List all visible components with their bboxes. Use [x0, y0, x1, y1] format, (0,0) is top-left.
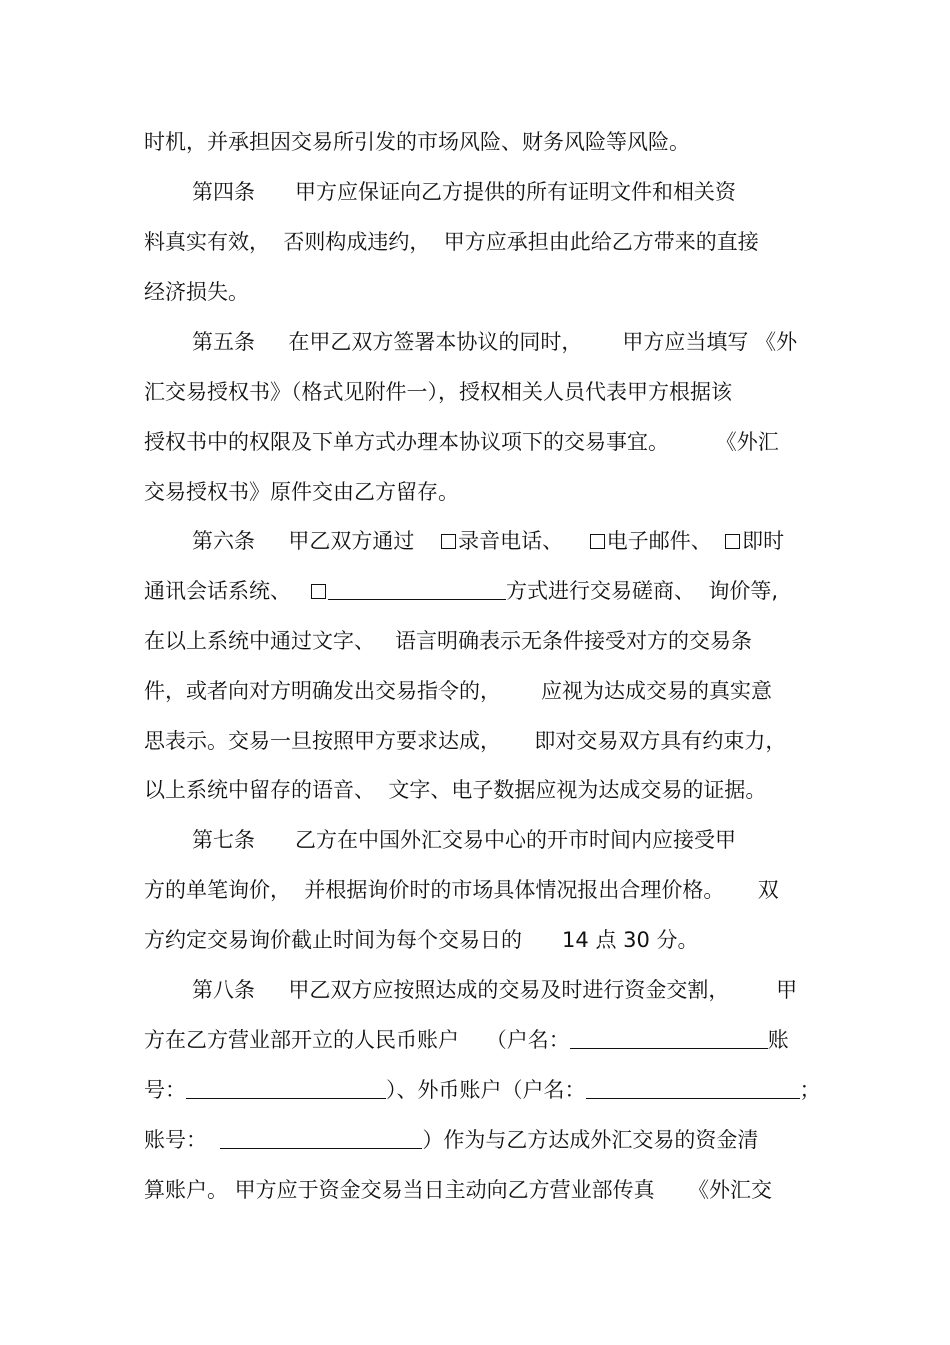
article-6-line-5: 思表示。交易一旦按照甲方要求达成， 即对交易双方具有约束力， [144, 729, 787, 753]
article-4-line-3: 经济损失。 [144, 280, 249, 304]
article-6-line-2-tail: 方式进行交易磋商、 询价等, [506, 579, 779, 603]
article-6-line-3: 在以上系统中通过文字、 语言明确表示无条件接受对方的交易条 [144, 629, 753, 653]
article-6-line-1 [192, 526, 784, 556]
rmb-account-label: 方在乙方营业部开立的人民币账户 （户名： [144, 1028, 570, 1052]
foreign-account-number-blank[interactable] [220, 1126, 422, 1149]
article-8-line-3 [144, 1075, 821, 1105]
article-5-line-1: 第五条 在甲乙双方签署本协议的同时， 甲方应当填写 《外 [192, 330, 798, 354]
semicolon: ； [799, 1078, 821, 1102]
article-8-line-4 [144, 1125, 758, 1155]
article-7-line-1: 第七条 乙方在中国外汇交易中心的开市时间内应接受甲 [192, 828, 737, 852]
article-8-line-4-tail: ）作为与乙方达成外汇交易的资金清 [422, 1128, 759, 1152]
article-6-line-6: 以上系统中留存的语音、 文字、电子数据应视为达成交易的证据。 [144, 778, 767, 802]
article-5-line-4: 交易授权书》原件交由乙方留存。 [144, 480, 459, 504]
article-4-line-1: 第四条 甲方应保证向乙方提供的所有证明文件和相关资 [192, 180, 737, 204]
rmb-account-number-blank[interactable] [186, 1076, 386, 1099]
article-8-line-1: 第八条 甲乙双方应按照达成的交易及时进行资金交割， 甲 [192, 978, 798, 1002]
rmb-account-name-blank[interactable] [570, 1026, 768, 1049]
option-email-label: 电子邮件、 [606, 529, 726, 553]
article-7-line-3: 方约定交易询价截止时间为每个交易日的 14 点 30 分。 [144, 928, 699, 952]
article-6-line-4: 件，或者向对方明确发出交易指令的， 应视为达成交易的真实意 [144, 679, 773, 703]
option-instant-messaging-label: 即时 [742, 529, 785, 553]
other-method-blank[interactable] [328, 577, 506, 600]
article-5-line-2: 汇交易授权书》（格式见附件一），授权相关人员代表甲方根据该 [144, 380, 732, 404]
article-8-line-2 [144, 1025, 789, 1055]
article-8-line-5: 算账户。 甲方应于资金交易当日主动向乙方营业部传真 《外汇交 [144, 1178, 773, 1202]
checkbox-email[interactable] [590, 534, 605, 549]
checkbox-instant-messaging[interactable] [725, 534, 740, 549]
account-number-label-end: 号： [144, 1078, 186, 1102]
account-number-label-start: 账 [767, 1028, 789, 1052]
option-recorded-phone-label: 录音电话、 [458, 529, 590, 553]
article-6-line-1-text: 第六条 甲乙双方通过 [192, 529, 442, 553]
article-5-line-3: 授权书中的权限及下单方式办理本协议项下的交易事宜。 《外汇 [144, 430, 779, 454]
article-4-line-2: 料真实有效， 否则构成违约， 甲方应承担由此给乙方带来的直接 [144, 230, 759, 254]
checkbox-recorded-phone[interactable] [441, 534, 456, 549]
article-6-line-2-text: 通讯会话系统、 [144, 579, 312, 603]
article-6-line-2 [144, 576, 778, 606]
foreign-account-name-blank[interactable] [586, 1076, 800, 1099]
text-line-1: 时机，并承担因交易所引发的市场风险、财务风险等风险。 [144, 130, 690, 154]
foreign-account-number-label: 账号： [144, 1128, 221, 1152]
checkbox-other-method[interactable] [311, 584, 326, 599]
foreign-account-label: ）、外币账户（户名： [386, 1078, 586, 1102]
article-7-line-2: 方的单笔询价， 并根据询价时的市场具体情况报出合理价格。 双 [144, 878, 779, 902]
